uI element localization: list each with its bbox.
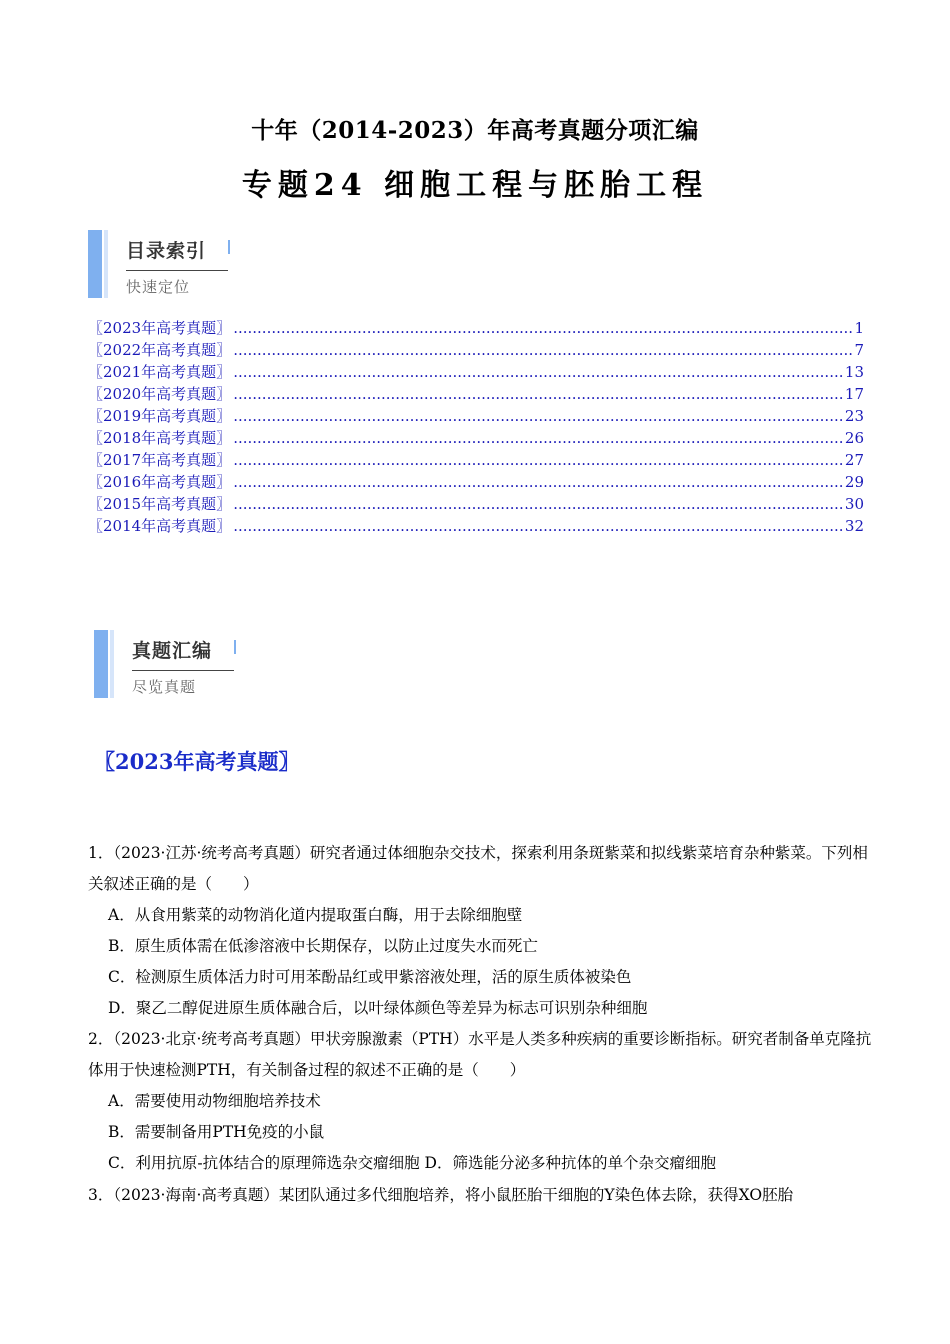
- toc-entry-2020[interactable]: [88, 383, 864, 405]
- toc-leader: [233, 495, 843, 513]
- toc-entry-2015[interactable]: [88, 493, 864, 515]
- toc-entry-2021[interactable]: [88, 361, 864, 383]
- toc-leader: [233, 429, 843, 447]
- toc-banner-title: 目录索引: [126, 240, 207, 262]
- toc-leader: [233, 341, 852, 359]
- toc-page-number: 23: [844, 407, 864, 425]
- questions-banner-title: 真题汇编: [132, 640, 213, 662]
- question-option: A．从食用紫菜的动物消化道内提取蛋白酶，用于去除细胞壁: [108, 906, 523, 924]
- toc-label: 〖2015年高考真题〗: [88, 495, 232, 513]
- toc-page-number: 7: [854, 341, 864, 359]
- toc-entry-2019[interactable]: [88, 405, 864, 427]
- toc-page-number: 32: [844, 517, 864, 535]
- question-option: C．利用抗原-抗体结合的原理筛选杂交瘤细胞 D．筛选能分泌多种抗体的单个杂交瘤细胞: [108, 1154, 716, 1172]
- toc-page-number: 1: [854, 319, 864, 337]
- toc-page-number: 13: [844, 363, 864, 381]
- toc-leader: [233, 517, 843, 535]
- toc-leader: [233, 363, 843, 381]
- toc-page-number: 17: [844, 385, 864, 403]
- question-stem: 3．（2023·海南·高考真题）某团队通过多代细胞培养，将小鼠胚胎干细胞的Y染色体去除，获得XO胚胎: [88, 1186, 794, 1204]
- banner-bar-light: [110, 630, 114, 698]
- toc-leader: [233, 385, 843, 403]
- banner-underline: [132, 670, 234, 671]
- banner-underline: [126, 270, 228, 271]
- document-subtitle: 专题24 细胞工程与胚胎工程: [241, 168, 709, 203]
- toc-leader: [233, 451, 843, 469]
- toc-page-number: 29: [844, 473, 864, 491]
- question-option: D．聚乙二醇促进原生质体融合后，以叶绿体颜色等差异为标志可识别杂种细胞: [108, 999, 648, 1017]
- toc-page-number: 30: [844, 495, 864, 513]
- table-of-contents: [88, 317, 864, 537]
- banner-bar-light: [104, 230, 108, 298]
- toc-entry-2022[interactable]: [88, 339, 864, 361]
- toc-entry-2018[interactable]: [88, 427, 864, 449]
- toc-label: 〖2023年高考真题〗: [88, 319, 232, 337]
- question-option: B．原生质体需在低渗溶液中长期保存，以防止过度失水而死亡: [108, 937, 538, 955]
- question-1: [88, 838, 878, 1024]
- toc-label: 〖2021年高考真题〗: [88, 363, 232, 381]
- toc-label: 〖2022年高考真题〗: [88, 341, 232, 359]
- toc-label: 〖2016年高考真题〗: [88, 473, 232, 491]
- question-stem: 2．（2023·北京·统考高考真题）甲状旁腺激素（PTH）水平是人类多种疾病的重要诊断指标。研究者制备单克隆抗体用于快速检测PTH，有关制备过程的叙述不正确的是（ ）: [88, 1030, 872, 1079]
- banner-tick: [228, 240, 230, 254]
- document-title: 十年（2014-2023）年高考真题分项汇编: [251, 117, 699, 144]
- questions-banner: [94, 630, 274, 700]
- section-heading: 〖2023年高考真题〗: [94, 749, 300, 774]
- toc-entry-2014[interactable]: [88, 515, 864, 537]
- toc-label: 〖2014年高考真题〗: [88, 517, 232, 535]
- toc-label: 〖2017年高考真题〗: [88, 451, 232, 469]
- question-3: [88, 1180, 878, 1211]
- question-option: A．需要使用动物细胞培养技术: [108, 1092, 321, 1110]
- toc-banner: [88, 230, 268, 300]
- toc-leader: [233, 473, 843, 491]
- toc-label: 〖2019年高考真题〗: [88, 407, 232, 425]
- toc-entry-2016[interactable]: [88, 471, 864, 493]
- banner-tick: [234, 640, 236, 654]
- questions-banner-subtitle: 尽览真题: [132, 678, 197, 696]
- toc-label: 〖2020年高考真题〗: [88, 385, 232, 403]
- question-option: B．需要制备用PTH免疫的小鼠: [108, 1123, 325, 1141]
- toc-page-number: 27: [844, 451, 864, 469]
- banner-bar: [88, 230, 102, 298]
- toc-banner-subtitle: 快速定位: [126, 278, 191, 296]
- toc-leader: [233, 319, 852, 337]
- toc-label: 〖2018年高考真题〗: [88, 429, 232, 447]
- banner-bar: [94, 630, 108, 698]
- question-2: [88, 1024, 878, 1179]
- toc-page-number: 26: [844, 429, 864, 447]
- toc-entry-2017[interactable]: [88, 449, 864, 471]
- question-option: C．检测原生质体活力时可用苯酚品红或甲紫溶液处理，活的原生质体被染色: [108, 968, 632, 986]
- question-stem: 1．（2023·江苏·统考高考真题）研究者通过体细胞杂交技术，探索利用条斑紫菜和拟线紫菜培育杂种紫菜。下列相关叙述正确的是（ ）: [88, 844, 868, 893]
- toc-entry-2023[interactable]: [88, 317, 864, 339]
- toc-leader: [233, 407, 843, 425]
